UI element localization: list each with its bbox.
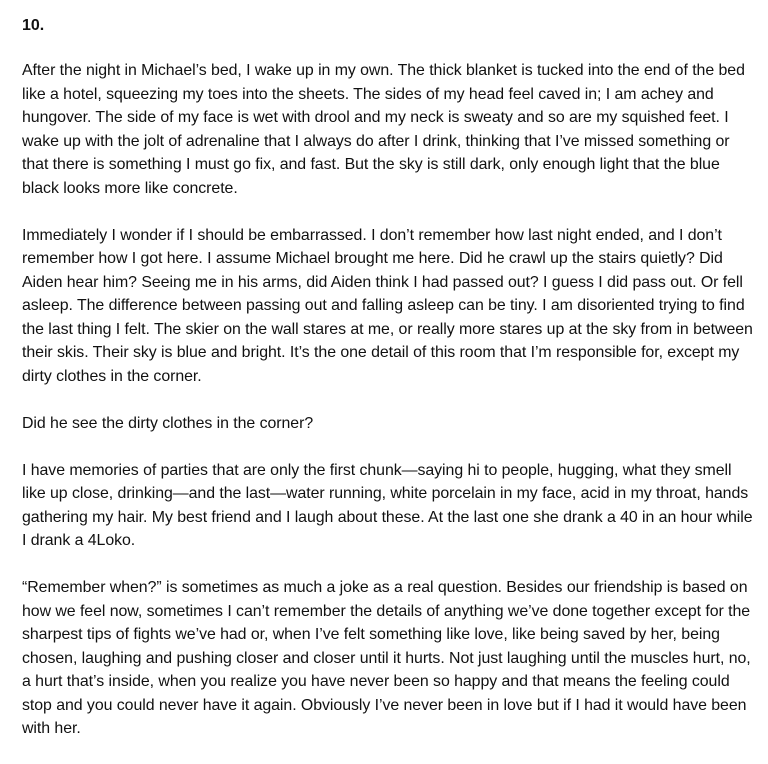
paragraph-4: I have memories of parties that are only the first chunk—saying hi to people, hugging, what they smell like up close, drinking—and the last—water running, white porcelain in my face, acid in my throat, hands gathering my hair. My best friend and I laugh about these. At the last one she drank a 40 in an hour while I drank a 4Loko. — [22, 461, 753, 549]
document-page — [22, 14, 758, 764]
chapter-number: 10. — [22, 17, 45, 34]
paragraph-2: Immediately I wonder if I should be embarrassed. I don’t remember how last night ended, and I don’t remember how I got here. I assume Michael brought me here. Did he crawl up the stairs quietly? Did Aiden hear him? Seeing me in his arms, did Aiden think I had passed out? I guess I did pass out. Or fell asleep. The difference between passing out and falling asleep can be tiny. I am disoriented trying to find the last thing I felt. The skier on the wall stares at me, or really more stares up at the sky from in between their skis. Their sky is blue and bright. It’s the one detail of this room that I’m responsible for, except my dirty clothes in the corner. — [22, 226, 753, 385]
paragraph-1: After the night in Michael’s bed, I wake up in my own. The thick blanket is tucked into the end of the bed like a hotel, squeezing my toes into the sheets. The sides of my head feel caved in; I am achey and hungover. The side of my face is wet with drool and my neck is sweaty and so are my squished feet. I wake up with the jolt of adrenaline that I always do after I drink, thinking that I’ve missed something or that there is something I must go fix, and fast. But the sky is still dark, only enough light that the blue black looks more like concrete. — [22, 62, 745, 197]
paragraph-5: “Remember when?” is sometimes as much a joke as a real question. Besides our friendship is based on how we feel now, sometimes I can’t remember the details of anything we’ve done together except for the sharpest tips of fights we’ve had or, when I’ve felt something like love, like being saved by her, being chosen, laughing and pushing closer and closer until it hurts. Not just laughing until the muscles hurt, no, a hurt that’s inside, when you realize you have never been so happy and that means the feeling could stop and you could never have it again. Obviously I’ve never been in love but if I had it would have been with her. — [22, 579, 751, 737]
paragraph-3: Did he see the dirty clothes in the corner? — [22, 414, 314, 432]
